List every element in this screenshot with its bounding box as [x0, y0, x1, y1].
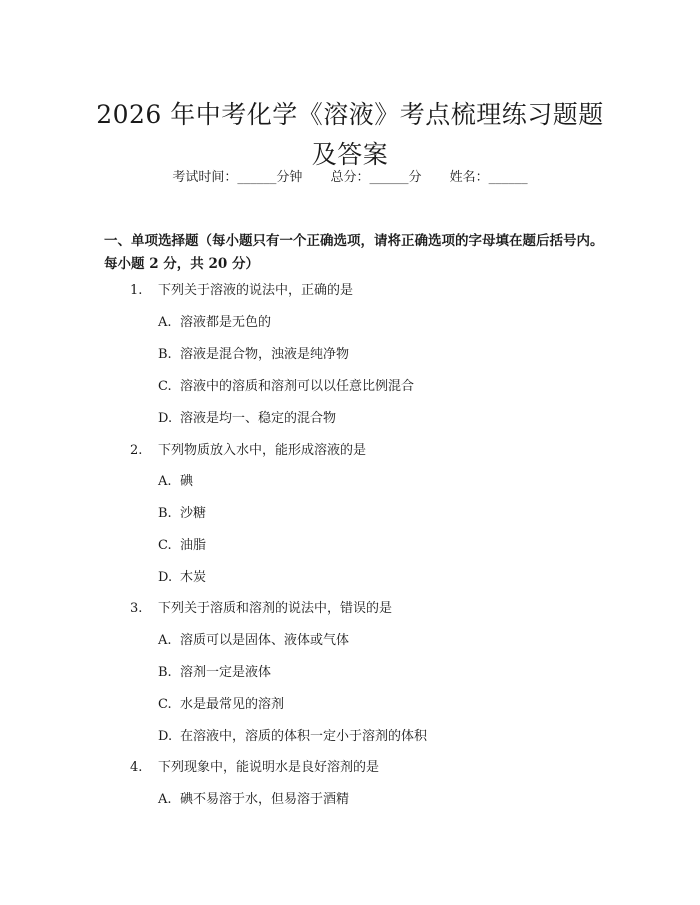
question-text: 下列关于溶质和溶剂的说法中，错误的是 — [158, 601, 393, 616]
option-letter: D. — [158, 729, 173, 744]
option-letter: A. — [158, 792, 172, 807]
option-text: 溶剂一定是液体 — [180, 665, 272, 680]
option-letter: A. — [158, 633, 172, 648]
option-2c — [158, 536, 598, 556]
option-text: 溶液中的溶质和溶剂可以以任意比例混合 — [180, 379, 415, 394]
option-text: 油脂 — [180, 538, 207, 553]
student-name-field: 姓名：______ — [449, 170, 528, 185]
option-letter: D. — [158, 411, 173, 426]
option-letter: B. — [158, 347, 172, 362]
option-text: 沙糖 — [180, 506, 207, 521]
question-number: 1. — [130, 283, 143, 298]
title-line-2: 及答案 — [311, 139, 389, 169]
option-text: 溶液是混合物，浊液是纯净物 — [180, 347, 350, 362]
option-4a — [158, 790, 598, 810]
page-title — [60, 95, 640, 175]
question-text: 下列关于溶液的说法中，正确的是 — [158, 283, 354, 298]
option-letter: B. — [158, 665, 172, 680]
question-text: 下列现象中，能说明水是良好溶剂的是 — [158, 760, 380, 775]
option-3d — [158, 727, 598, 747]
exam-time-field: 考试时间：______分钟 — [172, 170, 303, 185]
option-letter: C. — [158, 379, 172, 394]
option-1d — [158, 409, 598, 429]
option-text: 溶液都是无色的 — [180, 315, 272, 330]
option-3b — [158, 663, 598, 683]
title-line-1: 2026 年中考化学《溶液》考点梳理练习题题 — [96, 99, 604, 129]
option-letter: A. — [158, 315, 172, 330]
option-text: 碘不易溶于水，但易溶于酒精 — [180, 792, 350, 807]
question-4 — [130, 758, 600, 778]
option-text: 碘 — [180, 474, 194, 489]
section-heading: 一、单项选择题（每小题只有一个正确选项，请将正确选项的字母填在题后括号内。每小题 2 分，共 20 分） — [104, 233, 604, 272]
question-number: 4. — [130, 760, 143, 775]
option-text: 在溶液中，溶质的体积一定小于溶剂的体积 — [180, 729, 428, 744]
option-text: 水是最常见的溶剂 — [180, 697, 285, 712]
question-3 — [130, 599, 600, 619]
option-1c — [158, 377, 598, 397]
exam-meta — [0, 168, 700, 188]
option-text: 溶液是均一、稳定的混合物 — [180, 411, 337, 426]
option-letter: B. — [158, 506, 172, 521]
option-1b — [158, 345, 598, 365]
question-1 — [130, 281, 600, 301]
option-letter: D. — [158, 570, 173, 585]
question-number: 2. — [130, 443, 143, 458]
option-text: 木炭 — [180, 570, 207, 585]
option-text: 溶质可以是固体、液体或气体 — [180, 633, 350, 648]
option-2d — [158, 568, 598, 588]
option-3a — [158, 631, 598, 651]
total-score-field: 总分：______分 — [330, 170, 422, 185]
question-number: 3. — [130, 601, 143, 616]
question-2 — [130, 441, 600, 461]
option-3c — [158, 695, 598, 715]
option-letter: A. — [158, 474, 172, 489]
option-letter: C. — [158, 697, 172, 712]
option-2a — [158, 472, 598, 492]
question-text: 下列物质放入水中，能形成溶液的是 — [158, 443, 367, 458]
option-1a — [158, 313, 598, 333]
option-letter: C. — [158, 538, 172, 553]
option-2b — [158, 504, 598, 524]
